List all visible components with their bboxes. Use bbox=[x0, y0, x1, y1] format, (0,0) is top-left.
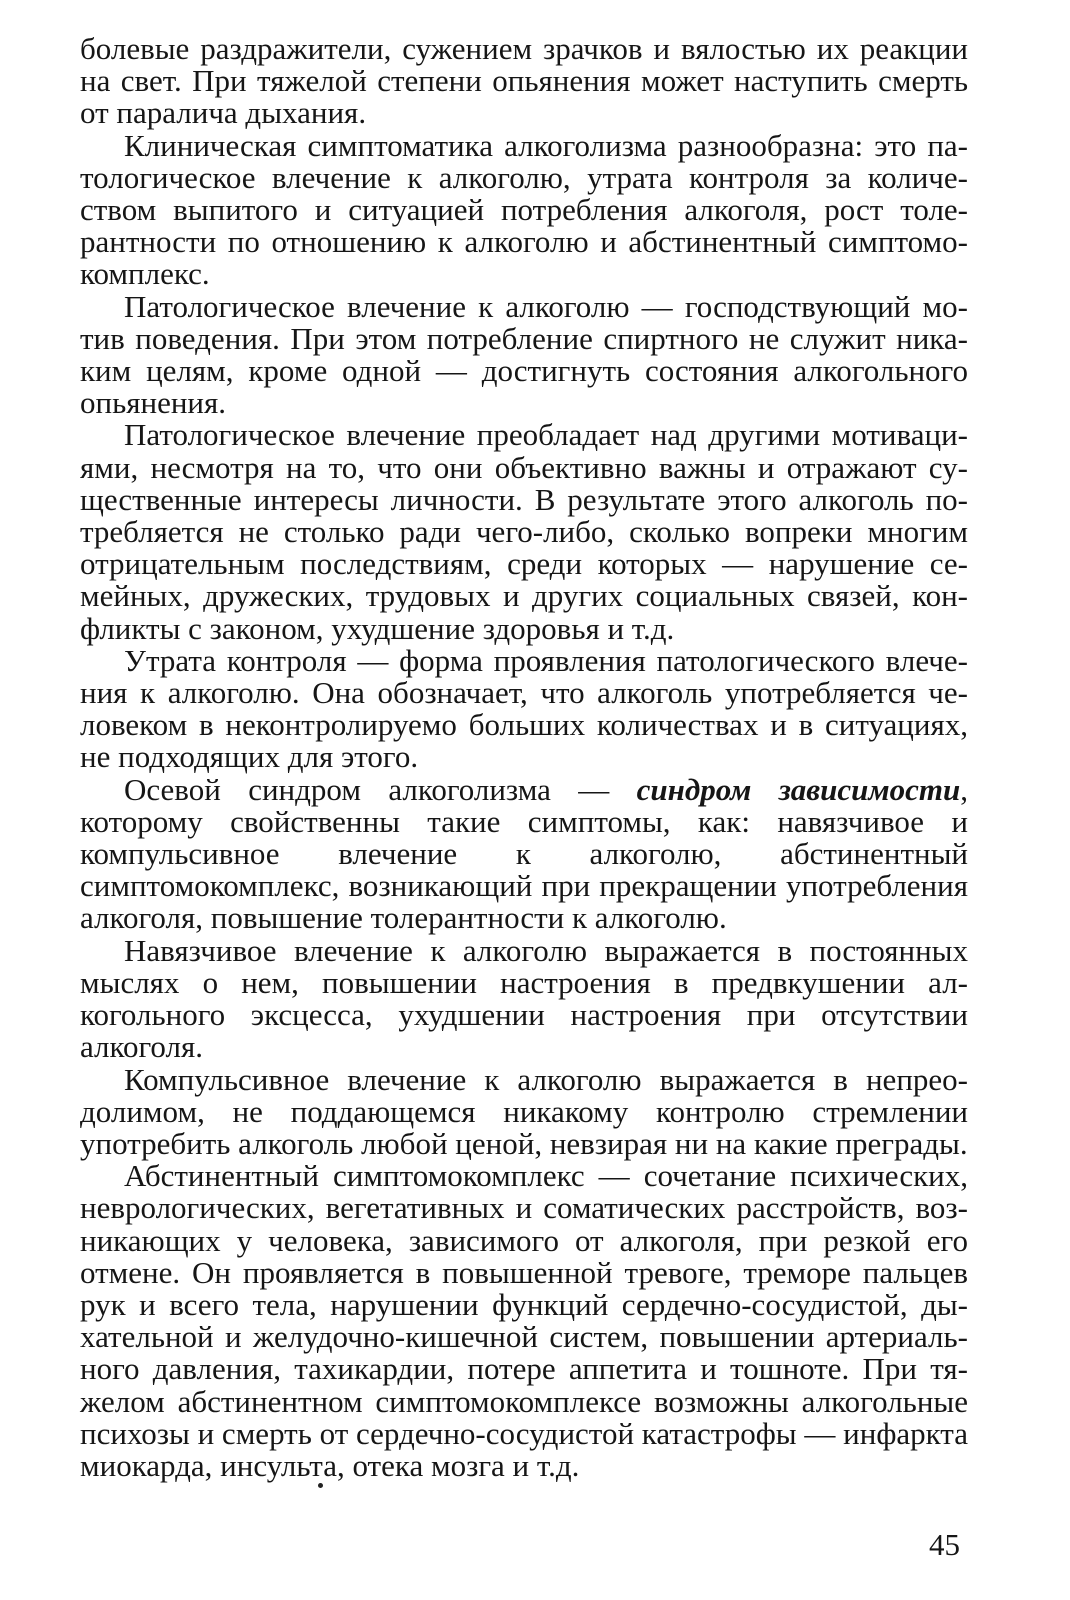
dependence-syndrome-term: синдром зависимости bbox=[636, 771, 961, 807]
page-number: 45 bbox=[929, 1527, 960, 1562]
axial-text-after: , которому свойственны такие симптомы, как: навязчивое и компульсивное влечение к алкоголю, абстинентный симптомокомплекс, возникающий при прекращении употребления алкоголя, повышение толерантности к алкоголю. bbox=[80, 771, 968, 936]
paragraph-loss-of-control: Утрата контроля — форма проявления патологического влечения к алкоголю. Она обозначает, что алкоголь употребляется человеком в неконтролируемо больших количествах и в ситуациях, не подходящих для этого. bbox=[80, 642, 968, 775]
paragraph-pathological-craving: Патологическое влечение к алкоголю — господствующий мотив поведения. При этом потребление спиртного не служит никаким целям, кроме одной — достигнуть состояния алкогольного опьянения. bbox=[80, 288, 968, 421]
paragraph-withdrawal-syndrome: Абстинентный симптомокомплекс — сочетание психических, неврологических, вегетативных и соматических расстройств, возникающих у человека, зависимого от алкоголя, при резкой его отмене. Он проявляется в повышенной тревоге, треморе пальцев рук и всего тела, нарушении функций сердечно-сосудистой, дыхательной и желудочно-кишечной систем, повышении артериального давления, тахикардии, потере аппетита и тошноте. При тяжелом абстинентном симптомокомплексе возможны алкогольные психозы и смерть от сердечно-сосудистой катастрофы — инфаркта миокарда, инсульта, отека мозга и т.д. bbox=[80, 1158, 968, 1483]
axial-text-before: Осевой синдром алкоголизма — bbox=[124, 771, 637, 807]
paragraph-craving-dominance: Патологическое влечение преобладает над другими мотивациями, несмотря на то, что они объективно важны и отражают существенные интересы личности. В результате этого алкоголь потребляется не столько ради чего-либо, сколько вопреки многим отрицательным последствиям, среди которых — нарушение семейных, дружеских, трудовых и других социальных связей, конфликты с законом, ухудшение здоровья и т.д. bbox=[80, 417, 968, 646]
paragraph-compulsive-craving: Компульсивное влечение к алкоголю выражается в непреодолимом, не поддающемся никакому контролю стремлении употребить алкоголь любой ценой, невзирая ни на какие преграды. bbox=[80, 1061, 968, 1161]
paragraph-obsessive-craving: Навязчивое влечение к алкоголю выражается в постоянных мыслях о нем, повышении настроения в предвкушении алкогольного эксцесса, ухудшении настроения при отсутствии алкоголя. bbox=[80, 932, 968, 1065]
print-speck bbox=[318, 1483, 323, 1488]
paragraph-continuation: болевые раздражители, сужением зрачков и вялостью их реакции на свет. При тяжелой степени опьянения может наступить смерть от паралича дыхания. bbox=[80, 31, 968, 131]
paragraph-axial-syndrome bbox=[80, 771, 968, 936]
paragraph-clinical-symptoms: Клиническая симптоматика алкоголизма разнообразна: это патологическое влечение к алкоголю, утрата контроля за количеством выпитого и ситуацией потребления алкоголя, рост толерантности по отношению к алкоголю и абстинентный симптомокомплекс. bbox=[80, 127, 968, 292]
page-body bbox=[80, 33, 968, 1482]
